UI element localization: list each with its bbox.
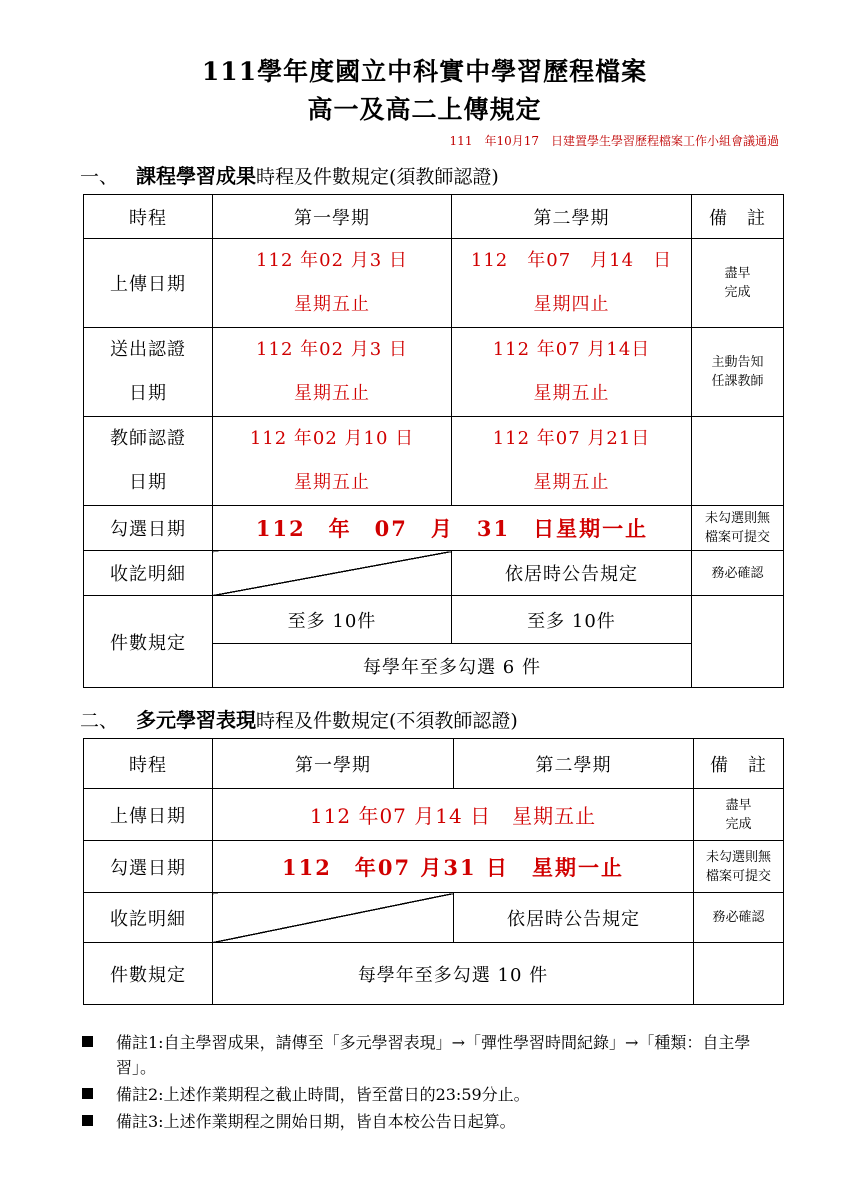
table-row [84, 195, 784, 239]
day-text: 星期五止 [294, 472, 370, 493]
table-row [84, 893, 784, 943]
count-total: 每學年至多勾選 6 件 [213, 644, 692, 688]
submit-note: 主動告知 任課教師 [692, 328, 784, 417]
label-line1: 教師認證 [110, 428, 186, 449]
list-item [80, 1109, 780, 1134]
day-text: 星期五止 [294, 383, 370, 404]
list-item [80, 1082, 780, 1107]
header-remarks: 備 註 [694, 739, 784, 789]
teacher-semester1-cell [213, 417, 452, 506]
upload-semester1-cell [213, 239, 452, 328]
date-text: 112 年07 月14 日 [470, 250, 673, 271]
count-note [694, 943, 784, 1005]
section1-number: 一、 [80, 166, 119, 188]
select-note: 未勾選則無 檔案可提交 [692, 506, 784, 551]
day-text: 星期五止 [533, 472, 610, 493]
row-label-receipt: 收訖明細 [84, 551, 213, 596]
course-results-table [83, 194, 784, 688]
receipt-semester1-diagonal [213, 551, 452, 596]
section1-heading [80, 160, 499, 189]
receipt-note: 務必確認 [692, 551, 784, 596]
receipt-note: 務必確認 [694, 893, 784, 943]
table-row [84, 841, 784, 893]
day-text: 星期五止 [533, 383, 610, 404]
submit-semester2-cell [452, 328, 692, 417]
label-line2: 日期 [129, 472, 167, 493]
table-row [84, 739, 784, 789]
day-text: 星期四止 [533, 294, 610, 315]
count-note [692, 596, 784, 688]
date-text: 112 年02 月3 日 [256, 250, 408, 271]
header-semester2: 第二學期 [454, 739, 694, 789]
section1-rest: 時程及件數規定(須教師認證) [256, 166, 499, 188]
row-label-upload: 上傳日期 [84, 239, 213, 328]
table-row [84, 551, 784, 596]
table-row [84, 417, 784, 506]
date-text: 112 年02 月3 日 [256, 339, 408, 360]
teacher-note [692, 417, 784, 506]
document-subtitle: 高一及高二上傳規定 [307, 95, 542, 124]
label-line1: 送出認證 [110, 339, 186, 360]
table-row [84, 328, 784, 417]
square-bullet-icon [82, 1088, 93, 1099]
select-date-value: 112 年 07 月 31 日星期一止 [213, 506, 692, 551]
select-note: 未勾選則無 檔案可提交 [694, 841, 784, 893]
table-row [84, 239, 784, 328]
upload-note: 盡早 完成 [694, 789, 784, 841]
list-item [80, 1030, 780, 1080]
date-text: 112 年07 月21日 [492, 428, 651, 449]
upload-date-value: 112 年07 月14 日 星期五止 [213, 789, 694, 841]
row-label-count: 件數規定 [84, 596, 213, 688]
table-row [84, 506, 784, 551]
submit-semester1-cell [213, 328, 452, 417]
section2-heading [80, 704, 518, 733]
label-line2: 日期 [129, 383, 167, 404]
teacher-semester2-cell [452, 417, 692, 506]
square-bullet-icon [82, 1036, 93, 1047]
note-text: 備註2:上述作業期程之截止時間，皆至當日的23:59分止。 [116, 1085, 530, 1104]
section2-strong: 多元學習表現 [136, 708, 257, 732]
upload-note: 盡早 完成 [692, 239, 784, 328]
approval-note: 111 年10月17 日建置學生學習歷程檔案工作小組會議通過 [449, 134, 779, 148]
section2-number: 二、 [80, 710, 119, 732]
row-label-select: 勾選日期 [84, 841, 213, 893]
count-total: 每學年至多勾選 10 件 [213, 943, 694, 1005]
row-label-count: 件數規定 [84, 943, 213, 1005]
document-title: 111學年度國立中科實中學習歷程檔案 [201, 57, 648, 86]
receipt-semester2-value: 依居時公告規定 [454, 893, 694, 943]
receipt-semester1-diagonal [213, 893, 454, 943]
receipt-semester2-value: 依居時公告規定 [452, 551, 692, 596]
note-text: 備註1:自主學習成果，請傳至「多元學習表現」→「彈性學習時間紀錄」→「種類：自主學習」。 [116, 1033, 751, 1077]
diverse-performance-table [83, 738, 784, 1005]
date-text: 112 年02 月10 日 [249, 428, 415, 449]
remarks-list [80, 1030, 780, 1136]
header-schedule: 時程 [84, 195, 213, 239]
select-date-value: 112 年07 月31 日 星期一止 [213, 841, 694, 893]
row-label-select: 勾選日期 [84, 506, 213, 551]
count-semester2: 至多 10件 [452, 596, 692, 644]
row-label-receipt: 收訖明細 [84, 893, 213, 943]
header-schedule: 時程 [84, 739, 213, 789]
section2-rest: 時程及件數規定(不須教師認證) [256, 710, 518, 732]
count-semester1: 至多 10件 [213, 596, 452, 644]
table-row [84, 943, 784, 1005]
table-row [84, 596, 784, 644]
row-label-upload: 上傳日期 [84, 789, 213, 841]
header-semester1: 第一學期 [213, 739, 454, 789]
table-row [84, 789, 784, 841]
date-text: 112 年07 月14日 [492, 339, 651, 360]
header-remarks: 備 註 [692, 195, 784, 239]
note-text: 備註3:上述作業期程之開始日期，皆自本校公告日起算。 [116, 1112, 516, 1131]
square-bullet-icon [82, 1115, 93, 1126]
upload-semester2-cell [452, 239, 692, 328]
header-semester1: 第一學期 [213, 195, 452, 239]
row-label-teacher [84, 417, 213, 506]
section1-strong: 課程學習成果 [136, 164, 257, 188]
row-label-submit [84, 328, 213, 417]
header-semester2: 第二學期 [452, 195, 692, 239]
day-text: 星期五止 [294, 294, 370, 315]
